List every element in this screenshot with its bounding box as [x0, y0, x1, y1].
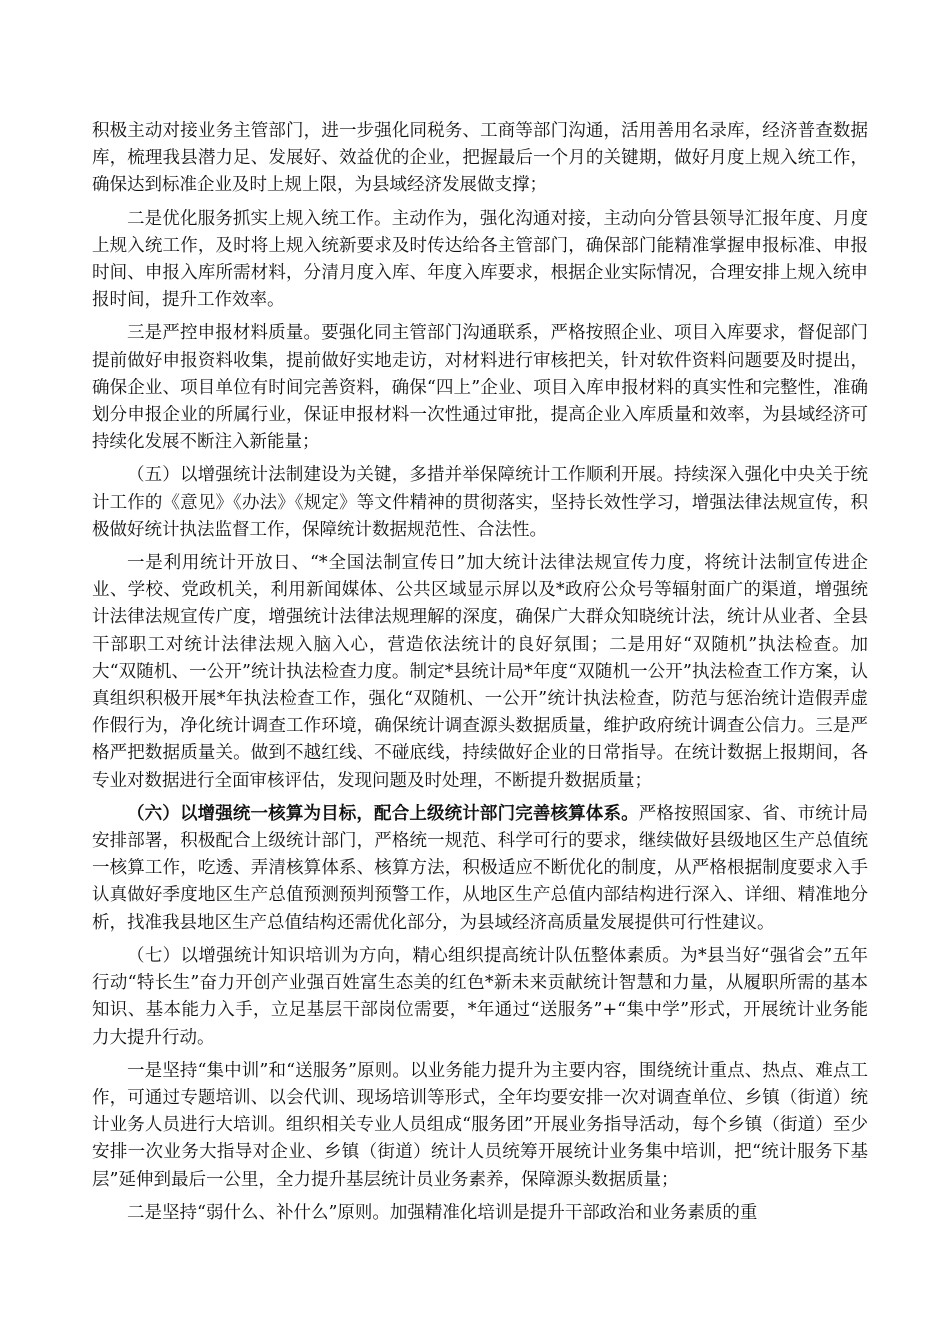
paragraph-text: 二是优化服务抓实上规入统工作。主动作为，强化沟通对接，主动向分管县领导汇报年度、月度上规入统工作，及时将上规入统新要求及时传达给各主管部门，确保部门能精准掌握申报标准、申报时间、申报入库所需材料，分清月度入库、年度入库要求，根据企业实际情况，合理安排上规入统申报时间，提升工作效率。	[92, 208, 868, 311]
paragraph-item-2	[92, 206, 868, 315]
section-7-item-2-paragraph	[92, 1200, 868, 1227]
document-body	[92, 118, 868, 1233]
paragraph-item-3	[92, 320, 868, 456]
paragraph-text: （七）以增强统计知识培训为方向，精心组织提高统计队伍整体素质。为*县当好“强省会”五年行动“特长生”奋力开创产业强百姓富生态美的红色*新未来贡献统计智慧和力量，从履职所需的基本知识、基本能力入手，立足基层干部岗位需要，*年通过“送服务”+“集中学”形式，开展统计业务能力大提升行动。	[92, 945, 868, 1048]
section-7-paragraph	[92, 943, 868, 1052]
paragraph-text: 一是坚持“集中训”和“送服务”原则。以业务能力提升为主要内容，围绕统计重点、热点、难点工作，可通过专题培训、以会代训、现场培训等形式，全年均要安排一次对调查单位、乡镇（街道）统计业务人员进行大培训。组织相关专业人员组成“服务团”开展业务指导活动，每个乡镇（街道）至少安排一次业务大指导对企业、乡镇（街道）统计人员统筹开展统计业务集中培训，把“统计服务下基层”延伸到最后一公里，全力提升基层统计员业务素养，保障源头数据质量；	[92, 1060, 868, 1190]
section-5-items-paragraph	[92, 550, 868, 795]
section-6-paragraph	[92, 801, 868, 937]
paragraph-continuation	[92, 118, 868, 200]
paragraph-text: 三是严控申报材料质量。要强化同主管部门沟通联系，严格按照企业、项目入库要求，督促部门提前做好申报资料收集，提前做好实地走访，对材料进行审核把关，针对软件资料问题要及时提出，确保企业、项目单位有时间完善资料，确保“四上”企业、项目入库申报材料的真实性和完整性，准确划分申报企业的所属行业，保证申报材料一次性通过审批，提高企业入库质量和效率，为县域经济可持续化发展不断注入新能量；	[92, 323, 868, 453]
paragraph-text: 严格按照国家、省、市统计局安排部署，积极配合上级统计部门，严格统一规范、科学可行的要求，继续做好县级地区生产总值统一核算工作，吃透、弄清核算体系、核算方法，积极适应不断优化的制度，从严格根据制度要求入手认真做好季度地区生产总值预测预判预警工作，从地区生产总值内部结构进行深入、详细、精准地分析，找准我县地区生产总值结构还需优化部分，为县域经济高质量发展提供可行性建议。	[92, 803, 869, 933]
section-6-heading: （六）以增强统一核算为目标，配合上级统计部门完善核算体系。	[127, 803, 639, 824]
paragraph-text: 一是利用统计开放日、“*全国法制宣传日”加大统计法律法规宣传力度，将统计法制宣传进企业、学校、党政机关，利用新闻媒体、公共区域显示屏以及*政府公众号等辐射面广的渠道，增强统计法律法规宣传广度，增强统计法律法规理解的深度，确保广大群众知晓统计法，统计从业者、全县干部职工对统计法律法规入脑入心，营造依法统计的良好氛围；二是用好“双随机”执法检查。加大“双随机、一公开”统计执法检查力度。制定*县统计局*年度“双随机一公开”执法检查工作方案，认真组织积极开展*年执法检查工作，强化“双随机、一公开”统计执法检查，防范与惩治统计造假弄虚作假行为，净化统计调查工作环境，确保统计调查源头数据质量，维护政府统计调查公信力。三是严格严把数据质量关。做到不越红线、不碰底线，持续做好企业的日常指导。在统计数据上报期间，各专业对数据进行全面审核评估，发现问题及时处理，不断提升数据质量；	[92, 553, 868, 791]
paragraph-text: 二是坚持“弱什么、补什么”原则。加强精准化培训是提升干部政治和业务素质的重	[127, 1202, 758, 1223]
section-5-paragraph	[92, 462, 868, 544]
section-7-item-1-paragraph	[92, 1058, 868, 1194]
paragraph-text: 积极主动对接业务主管部门，进一步强化同税务、工商等部门沟通，活用善用名录库，经济普查数据库，梳理我县潜力足、发展好、效益优的企业，把握最后一个月的关键期，做好月度上规入统工作，确保达到标准企业及时上规上限，为县域经济发展做支撑；	[92, 121, 868, 196]
paragraph-text: （五）以增强统计法制建设为关键，多措并举保障统计工作顺利开展。持续深入强化中央关于统计工作的《意见》《办法》《规定》等文件精神的贯彻落实，坚持长效性学习，增强法律法规宣传，积极做好统计执法监督工作，保障统计数据规范性、合法性。	[92, 465, 868, 540]
